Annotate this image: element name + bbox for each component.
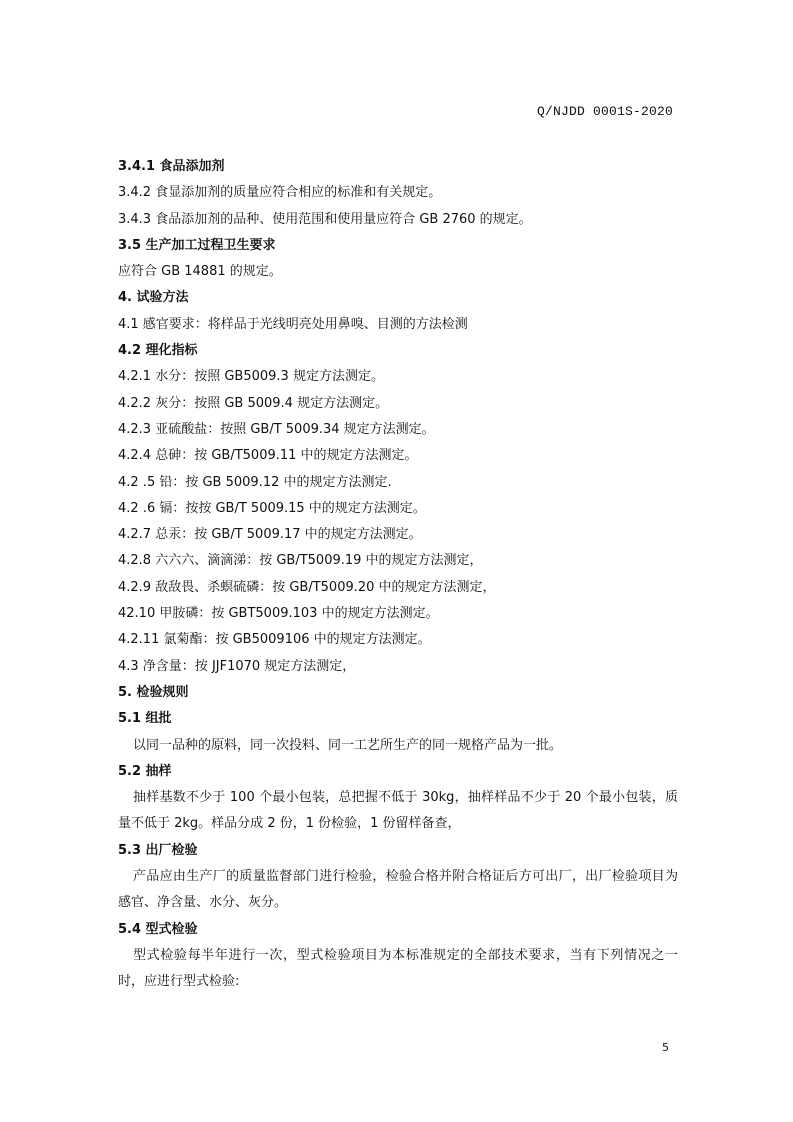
clause-5-1-text: 以同一品种的原料，同一次投料、同一工艺所生产的同一规格产品为一批。 <box>133 737 563 753</box>
clause-4-2-7: 4.2.7 总汞：按 GB/T 5009.17 中的规定方法测定。 <box>118 527 422 543</box>
section-heading-5-3: 5.3 出厂检验 <box>118 842 198 858</box>
section-heading-3-4-1: 3.4.1 食品添加剂 <box>118 159 225 174</box>
clause-4-3: 4.3 净含量：按 JJF1070 规定方法测定， <box>118 658 356 674</box>
type-inspection-paragraph: 型式检验每半年进行一次，型式检验项目为本标准规定的全部技术要求，当有下列情况之一时，应进行型式检验: <box>118 947 678 990</box>
clause-4-2-9: 4.2.9 敌敌畏、杀螟硫磷：按 GB/T5009.20 中的规定方法测定， <box>118 579 496 595</box>
section-heading-5-2: 5.2 抽样 <box>118 763 172 779</box>
clause-4-2-1: 4.2.1 水分：按照 GB5009.3 规定方法测定。 <box>118 369 384 385</box>
section-heading-5-4: 5.4 型式检验 <box>118 921 198 937</box>
factory-inspection-paragraph: 产品应由生产厂的质量监督部门进行检验，检验合格并附合格证后方可出厂，出厂检验项目为感官、净含量、水分、灰分。 <box>118 869 678 911</box>
clause-4-2-4: 4.2.4 总砷：按 GB/T5009.11 中的规定方法测定。 <box>118 448 418 464</box>
document-code: Q/NJDD 0001S-2020 <box>536 104 673 119</box>
clause-4-2-5: 4.2 .5 铅：按 GB 5009.12 中的规定方法测定. <box>118 474 392 490</box>
clause-3-4-2: 3.4.2 食显添加剂的质量应符合相应的标准和有关规定。 <box>118 185 442 201</box>
clause-4-2-10: 42.10 甲胺磷：按 GBT5009.103 中的规定方法测定。 <box>118 606 439 622</box>
clause-4-2-8: 4.2.8 六六六、滴滴涕：按 GB/T5009.19 中的规定方法测定， <box>118 553 483 569</box>
document-body <box>118 154 678 996</box>
clause-3-4-3: 3.4.3 食品添加剂的品种、使用范围和使用量应符合 GB 2760 的规定。 <box>118 211 532 227</box>
page-number: 5 <box>662 1041 669 1054</box>
clause-4-2-11: 4.2.11 氯菊酯：按 GB5009106 中的规定方法测定。 <box>118 632 431 648</box>
sampling-paragraph: 抽样基数不少于 100 个最小包装，总把握不低于 30kg，抽样样品不少于 20 个最小包装，质量不低于 2kg。样品分成 2 份，1 份检验，1 份留样备查， <box>118 790 678 832</box>
clause-3-5-text: 应符合 GB 14881 的规定。 <box>118 264 282 280</box>
section-heading-3-5: 3.5 生产加工过程卫生要求 <box>118 237 276 253</box>
section-heading-4: 4. 试验方法 <box>118 290 189 306</box>
clause-4-2-6: 4.2 .6 镉：按按 GB/T 5009.15 中的规定方法测定。 <box>118 500 426 516</box>
clause-4-2-3: 4.2.3 亚硫酸盐：按照 GB/T 5009.34 规定方法测定。 <box>118 421 435 437</box>
clause-4-2-2: 4.2.2 灰分：按照 GB 5009.4 规定方法测定。 <box>118 395 389 411</box>
section-heading-5: 5. 检验规则 <box>118 684 189 700</box>
section-heading-5-1: 5.1 组批 <box>118 711 172 727</box>
section-heading-4-2: 4.2 理化指标 <box>118 343 198 359</box>
clause-4-1: 4.1 感官要求：将样品于光线明亮处用鼻嗅、目测的方法检测 <box>118 316 468 332</box>
